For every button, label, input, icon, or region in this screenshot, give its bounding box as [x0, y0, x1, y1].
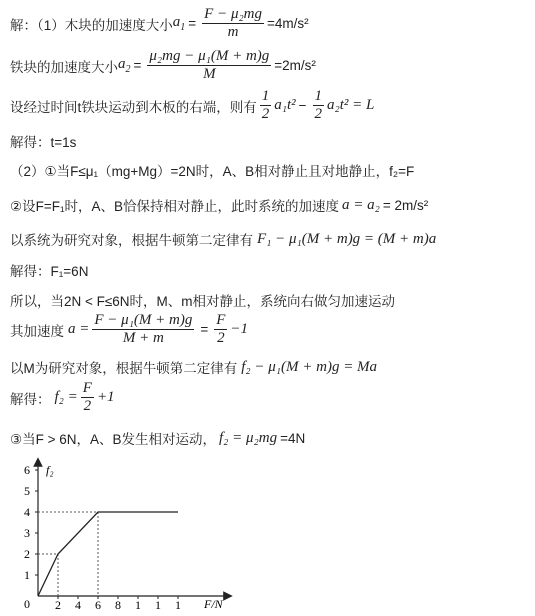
half-fraction-2: $\frac{1}{2}$ [314, 88, 323, 122]
x-axis-label: F/N [204, 597, 223, 611]
line-13-text: ③当F > 6N，A、B发生相对运动， [10, 432, 216, 447]
line-9: 所以，当2N < F≤6N时，M、m相对静止，系统向右做匀加速运动 [10, 294, 396, 309]
y-tick-label: 2 [24, 547, 30, 561]
a1-result: =4m/s² [267, 16, 309, 31]
x-tick-label: 6 [95, 598, 101, 612]
y-ticks [24, 463, 38, 582]
f-over-2-fraction: $\frac{F}{2}$ [216, 312, 226, 346]
acceleration-fraction: $\frac{\text{F − μ₁(M + m)g}}{M + m}$ [94, 312, 193, 346]
line-11-text: 以M为研究对象，根据牛顿第二定律有 [10, 361, 238, 376]
line-11 [10, 357, 377, 377]
a1-symbol: $a_1$ [172, 14, 186, 33]
line-7 [10, 229, 436, 249]
line-12-text: 解得： [10, 391, 51, 407]
dashed-guides [38, 512, 98, 596]
a2-symbol: $a_2$ [118, 56, 131, 75]
y-axis-label: f₂ [46, 463, 54, 477]
line-3: 设经过时间t铁块运动到木板的右端，则有 $\frac{1}{2}$ a₁t² − $\frac{1}{2}$ a₂t² = L [10, 88, 375, 122]
line-13-math: f₂ = μ₂mg [219, 429, 278, 446]
a2-result: =2m/s² [274, 58, 316, 73]
x-ticks [55, 596, 181, 612]
line-7-text: 以系统为研究对象，根据牛顿第二定律有 [10, 233, 253, 248]
f2-fraction: $\frac{F}{2}$ [82, 380, 92, 414]
line-11-math: f₂ − μ₁(M + m)g = Ma [241, 358, 378, 375]
line-5: （2）①当F≤μ₁（mg+Mg）=2N时，A、B相对静止且对地静止，f₂=F [10, 164, 415, 179]
x-tick-label: 1 [175, 598, 181, 612]
y-tick-label: 3 [24, 526, 30, 540]
line-8: 解得：F₁=6N [10, 264, 89, 279]
x-tick-label: 2 [55, 598, 61, 612]
a1-fraction: $\frac{\text{F − μ₂mg}}{m}$ [204, 6, 263, 40]
line-7-math: F₁ − μ₁(M + m)g = (M + m)a [257, 230, 437, 247]
y-tick-label: 1 [24, 568, 30, 582]
line-12-lhs: f₂ = [54, 389, 78, 405]
line-1: 解：（1）木块的加速度大小 $a_1$ = $\frac{\text{F − μ₂mg}}{m}$ =4m/s² [10, 6, 309, 40]
f2-vs-f-graph [0, 456, 240, 616]
line-10-lhs: a = [68, 321, 90, 337]
f2-line [38, 512, 178, 596]
line-13-result: =4N [280, 430, 306, 446]
line-1-text: 解：（1）木块的加速度大小 [10, 17, 173, 33]
x-tick-label: 1 [135, 598, 141, 612]
y-tick-label: 5 [24, 484, 30, 498]
line-6-text: ②设F=F₁时，A、B恰保持相对静止，此时系统的加速度 [10, 199, 340, 214]
line-3-text: 设经过时间t铁块运动到木板的右端，则有 [10, 99, 257, 115]
y-tick-label: 6 [24, 463, 30, 477]
line-10-tail: −1 [230, 321, 249, 337]
line-10-text: 其加速度 [10, 323, 64, 339]
term-2: a₂t² = L [327, 97, 375, 113]
line-6-result: = 2m/s² [382, 197, 429, 213]
x-tick-label: 1 [155, 598, 161, 612]
line-2-text: 铁块的加速度大小 [10, 59, 118, 75]
line-12 [10, 380, 115, 415]
line-2: 铁块的加速度大小 $a_2$ = $\frac{\text{μ₂mg − μ₁(M + m)g}}{M}$ =2m/s² [10, 48, 316, 82]
line-6 [10, 195, 428, 215]
line-6-math: a = a₂ [342, 196, 380, 213]
half-fraction-1: $\frac{1}{2}$ [261, 88, 270, 122]
line-12-tail: +1 [96, 389, 115, 405]
y-tick-label: 4 [24, 505, 30, 519]
origin-label: 0 [24, 597, 30, 611]
line-13 [10, 428, 305, 448]
line-4: 解得：t=1s [10, 135, 77, 150]
x-tick-label: 8 [115, 598, 121, 612]
x-tick-label: 4 [75, 598, 81, 612]
line-10: 其加速度 a = $\frac{\text{F − μ₁(M + m)g}}{M + m}$ = $\frac{F}{2}$ −1 [10, 312, 249, 346]
term-1: a₁t² [274, 97, 296, 113]
a2-fraction: $\frac{\text{μ₂mg − μ₁(M + m)g}}{M}$ [149, 48, 270, 82]
